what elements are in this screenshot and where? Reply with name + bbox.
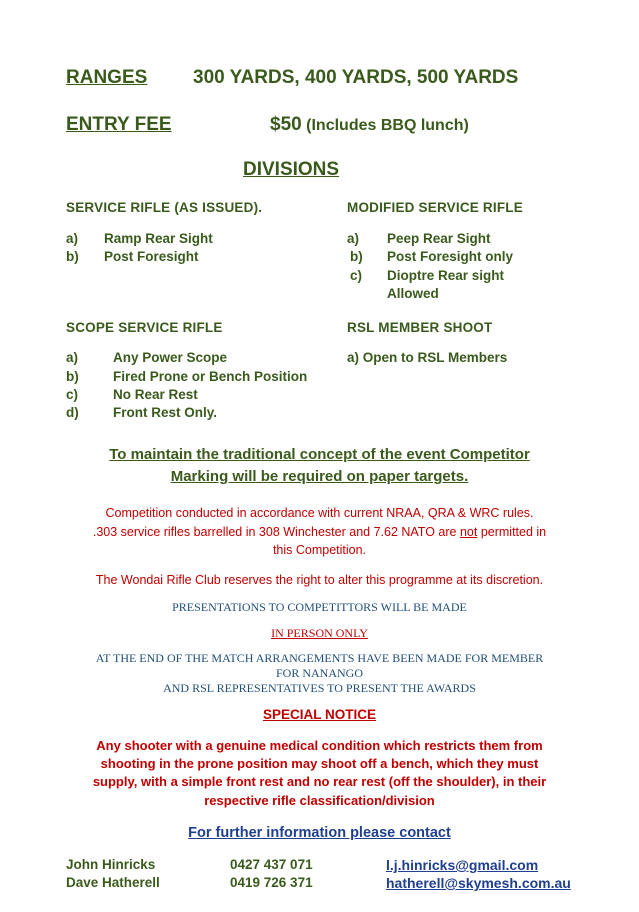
- rules-line2-before: .303 service rifles barrelled in 308 Winchester and 7.62 NATO are: [92, 525, 460, 539]
- presentations-line3: AT THE END OF THE MATCH ARRANGEMENTS HAVE BEEN MADE FOR MEMBER: [95, 651, 544, 665]
- list-item: [66, 369, 308, 384]
- list-text: Any Power Scope: [113, 350, 228, 365]
- list-item: [347, 231, 491, 246]
- special-notice-line: shooting in the prone position may shoot off a bench, which they must: [100, 756, 539, 771]
- entry-fee-value: [270, 114, 469, 136]
- contact-phone: 0427 437 071: [230, 857, 313, 872]
- list-text: Fired Prone or Bench Position: [113, 369, 308, 384]
- special-notice-line: supply, with a simple front rest and no rear rest (off the shoulder), in their: [92, 774, 547, 789]
- list-text: Post Foresight: [104, 249, 199, 264]
- divisions-title: DIVISIONS: [243, 159, 340, 180]
- contact-name: Dave Hatherell: [66, 875, 160, 890]
- list-marker: a): [66, 231, 79, 246]
- list-item: [350, 268, 505, 283]
- special-notice-line: respective rifle classification/division: [204, 793, 435, 808]
- list-item: a) Open to RSL Members: [347, 350, 508, 365]
- contact-title: For further information please contact: [188, 825, 451, 841]
- marking-notice-line1: To maintain the traditional concept of the event Competitor: [109, 446, 530, 463]
- contact-email-link[interactable]: l.j.hinricks@gmail.com: [386, 857, 539, 873]
- entry-fee-label: ENTRY FEE: [66, 114, 172, 135]
- list-marker: c): [66, 387, 79, 402]
- list-text: Ramp Rear Sight: [104, 231, 213, 246]
- list-text: Peep Rear Sight: [387, 231, 491, 246]
- ranges-row: [66, 67, 147, 89]
- contact-email-link[interactable]: hatherell@skymesh.com.au: [386, 875, 571, 891]
- rules-line2-after: permitted in: [477, 525, 547, 539]
- list-item: [350, 249, 514, 264]
- ranges-value: 300 YARDS, 400 YARDS, 500 YARDS: [193, 67, 519, 88]
- list-marker: a): [66, 350, 79, 365]
- presentations-line1: PRESENTATIONS TO COMPETITTORS WILL BE MADE: [172, 600, 467, 614]
- marking-notice-line2: Marking will be required on paper targets.: [170, 468, 469, 485]
- list-marker: b): [66, 249, 79, 264]
- rules-not: not: [459, 525, 478, 539]
- presentations-line5: AND RSL REPRESENTATIVES TO PRESENT THE AWARDS: [163, 681, 476, 695]
- list-item: [66, 387, 198, 402]
- entry-fee-note: (Includes BBQ lunch): [306, 117, 469, 134]
- rules-line3: this Competition.: [272, 543, 367, 557]
- list-item: [66, 350, 228, 365]
- ranges-label: RANGES: [66, 67, 148, 88]
- list-text-continued: Allowed: [387, 286, 439, 301]
- list-marker: b): [66, 369, 79, 384]
- scope-service-rifle-title: SCOPE SERVICE RIFLE: [66, 320, 223, 335]
- rules-line2: [0, 525, 639, 539]
- list-text: Dioptre Rear sight: [387, 268, 505, 283]
- list-marker: b): [350, 249, 363, 264]
- list-marker: c): [350, 268, 363, 283]
- list-marker: d): [66, 405, 79, 420]
- list-item: [66, 405, 218, 420]
- list-marker: a): [347, 231, 360, 246]
- service-rifle-title: SERVICE RIFLE (AS ISSUED).: [66, 200, 263, 215]
- presentations-in-person: IN PERSON ONLY: [271, 626, 368, 640]
- rsl-member-shoot-title: RSL MEMBER SHOOT: [347, 320, 493, 335]
- list-text: Post Foresight only: [387, 249, 514, 264]
- list-text: No Rear Rest: [113, 387, 198, 402]
- contact-name: John Hinricks: [66, 857, 156, 872]
- entry-fee-amount: $50: [270, 114, 302, 135]
- list-text: Front Rest Only.: [113, 405, 218, 420]
- reserves-statement: The Wondai Rifle Club reserves the right to alter this programme at its discretion.: [95, 573, 544, 587]
- list-item: [66, 231, 213, 246]
- contact-phone: 0419 726 371: [230, 875, 313, 890]
- list-item: [66, 249, 199, 264]
- special-notice-title: SPECIAL NOTICE: [262, 707, 377, 722]
- modified-service-rifle-title: MODIFIED SERVICE RIFLE: [347, 200, 523, 215]
- special-notice-line: Any shooter with a genuine medical condition which restricts them from: [96, 738, 543, 753]
- presentations-line4: FOR NANANGO: [275, 666, 363, 680]
- rules-line1: Competition conducted in accordance with current NRAA, QRA & WRC rules.: [105, 506, 534, 520]
